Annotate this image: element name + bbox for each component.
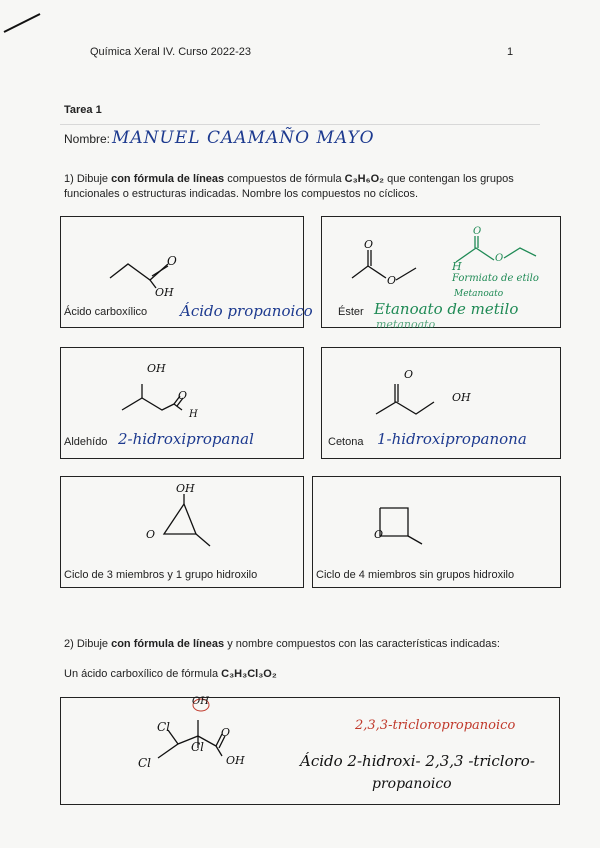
q2-subtitle: Un ácido carboxílico de fórmula C₃H₃Cl₃O₂ <box>64 668 277 680</box>
ester-green-H: H <box>452 260 462 273</box>
q2-instructions: 2) Dibuje con fórmula de líneas y nombre compuestos con las características indicadas: <box>64 638 500 650</box>
q1-box-ring4-label: Ciclo de 4 miembros sin grupos hidroxilo <box>316 569 515 581</box>
aldehyde-structure <box>118 370 208 430</box>
ring3-structure <box>138 490 228 560</box>
q1-box-ketone-label: Cetona <box>328 436 364 448</box>
aldehyde-H: H <box>189 409 198 420</box>
q1-box-acid-answer: Ácido propanoico <box>180 302 313 320</box>
q2-Cl-3: Cl <box>191 740 205 754</box>
q2-answer-red: 2,3,3-tricloropropanoico <box>355 718 516 733</box>
q1-box-aldehyde-label: Aldehído <box>64 436 108 448</box>
ester-green-O: O <box>473 226 482 237</box>
aldehyde-O: O <box>178 389 188 402</box>
acid-OH: OH <box>155 286 174 299</box>
q1-box-ring3-label: Ciclo de 3 miembros y 1 grupo hidroxilo <box>64 569 258 581</box>
q2-answer-line1: Ácido 2-hidroxi- 2,3,3 -tricloro- <box>300 752 535 770</box>
q2-answer-line2: propanoico <box>372 776 452 792</box>
page-number: 1 <box>507 46 514 58</box>
ester-green-note2: Metanoato <box>454 289 504 299</box>
name-label: Nombre: <box>64 132 111 146</box>
q2-box <box>60 697 560 805</box>
ester-green-O2: O <box>495 253 504 264</box>
q1-box-ester-answer-alt: metanoato <box>376 318 436 331</box>
acid-structure <box>100 250 200 300</box>
q1-box-ketone-answer: 1-hidroxipropanona <box>377 430 527 448</box>
acid-O: O <box>167 254 177 268</box>
q1-box-ester-answer: Etanoato de metilo <box>374 300 519 318</box>
ring3-OH: OH <box>176 482 195 495</box>
q1-instructions: 1) Dibuje con fórmula de líneas compuestos de fórmula C₃H₆O₂ que contengan los grupos funcionales o estructuras indicadas. Nombre los compuestos no cíclicos. <box>64 173 514 200</box>
ketone-OH: OH <box>452 391 471 404</box>
ring4-O: O <box>374 528 384 541</box>
ketone-O: O <box>404 368 414 381</box>
ester-green-note: Formiato de etilo <box>452 273 539 284</box>
pen-mark <box>0 0 60 40</box>
name-value: MANUEL CAAMAÑO MAYO <box>112 128 375 148</box>
aldehyde-OH: OH <box>147 362 166 375</box>
q1-box-acid-label: Ácido carboxílico <box>64 306 148 318</box>
course-header: Química Xeral IV. Curso 2022-23 <box>90 46 252 58</box>
name-field-line <box>60 124 540 125</box>
q2-OH: OH <box>226 754 245 767</box>
q2-OH-top: OH <box>192 696 209 707</box>
q1-box-ester-label: Éster <box>338 306 364 318</box>
ester-O-ether: O <box>387 274 397 287</box>
q2-Cl-2: Cl <box>138 756 152 770</box>
ring3-O: O <box>146 528 156 541</box>
task-title: Tarea 1 <box>64 104 102 116</box>
q1-box-aldehyde-answer: 2-hidroxipropanal <box>118 430 254 448</box>
q2-O: O <box>221 726 231 739</box>
ester-O-carbonyl: O <box>364 238 374 251</box>
q2-Cl-1: Cl <box>157 720 171 734</box>
